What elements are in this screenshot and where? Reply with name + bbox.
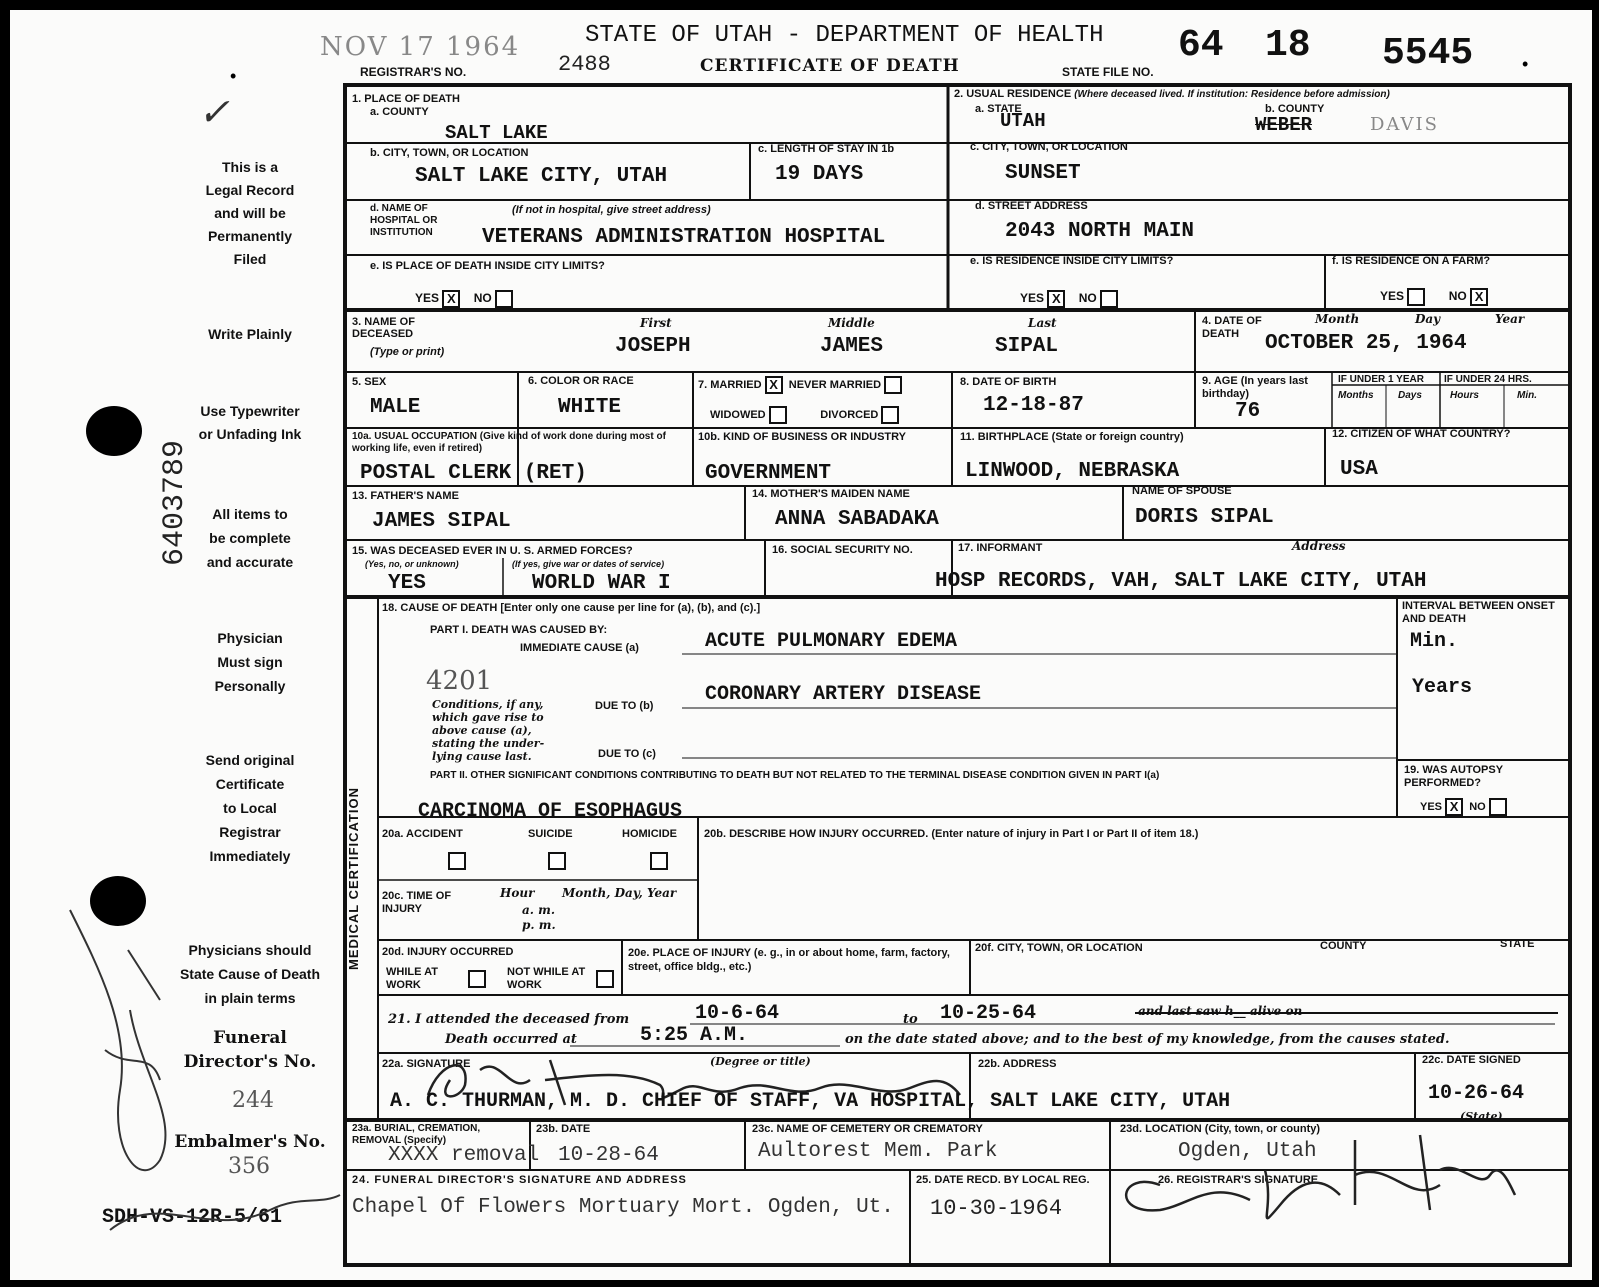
hour-label: Hour xyxy=(500,886,535,900)
sidebar-embalmer: Embalmer's No. xyxy=(174,1132,326,1152)
business-label: 10b. KIND OF BUSINESS OR INDUSTRY xyxy=(698,431,907,443)
sidebar-all-items: All items to be complete and accurate xyxy=(206,506,294,570)
date-received: 10-30-1964 xyxy=(930,1196,1063,1221)
injury-state-label: STATE xyxy=(1500,938,1535,950)
residence-inside-yes-checkbox[interactable]: X xyxy=(1047,290,1065,308)
due-to-c-label: DUE TO (c) xyxy=(598,748,656,760)
burial-date: 10-28-64 xyxy=(558,1144,659,1167)
citizen-label: 12. CITIZEN OF WHAT COUNTRY? xyxy=(1332,428,1511,440)
death-time: 5:25 A.M. xyxy=(640,1024,749,1047)
attended-from: 10-6-64 xyxy=(695,1002,780,1025)
widowed-option: WIDOWED DIVORCED xyxy=(710,406,899,424)
war-service: WORLD WAR I xyxy=(532,572,671,595)
to-label: to xyxy=(903,1012,918,1027)
occupation: POSTAL CLERK (RET) xyxy=(360,462,587,485)
under-24-hrs-label: IF UNDER 24 HRS. xyxy=(1444,374,1532,385)
not-while-at-work-label: NOT WHILE AT WORK xyxy=(507,966,586,991)
age-label: 9. AGE (In years last birthday) xyxy=(1202,375,1308,400)
spouse-label: NAME OF SPOUSE xyxy=(1132,485,1232,497)
birthplace-label: 11. BIRTHPLACE (State or foreign country) xyxy=(960,431,1184,443)
immediate-cause-label: IMMEDIATE CAUSE (a) xyxy=(520,642,639,654)
accident-label: 20a. ACCIDENT xyxy=(382,828,463,840)
farm-no-checkbox[interactable]: X xyxy=(1470,288,1488,306)
farm-label: f. IS RESIDENCE ON A FARM? xyxy=(1332,255,1491,267)
informant-address-label: Address xyxy=(1292,539,1346,553)
street-label: d. STREET ADDRESS xyxy=(975,200,1088,212)
father-name: JAMES SIPAL xyxy=(372,510,511,533)
middle-label: Middle xyxy=(828,316,875,330)
due-to-b-label: DUE TO (b) xyxy=(595,700,654,712)
burial-disposition: XXXX removal xyxy=(388,1144,540,1167)
death-city: SALT LAKE CITY, UTAH xyxy=(415,165,668,188)
part2-label: PART II. OTHER SIGNIFICANT CONDITIONS CONTRIBUTING TO DEATH BUT NOT RELATED TO THE TERMINAL DISEASE CONDITION GIVEN IN PART I(a) xyxy=(430,770,1160,781)
death-certificate xyxy=(10,10,1592,1280)
autopsy-label: 19. WAS AUTOPSY PERFORMED? xyxy=(1404,764,1503,789)
cemetery-label: 23c. NAME OF CEMETERY OR CREMATORY xyxy=(752,1123,983,1135)
suicide-label: SUICIDE xyxy=(528,828,573,840)
struck-last-saw-label: and last saw h__ alive on xyxy=(1138,1004,1303,1018)
serial-number: 6403789 xyxy=(158,439,192,567)
armed-sub-label: (Yes, no, or unknown) xyxy=(365,559,459,569)
degree-label: (Degree or title) xyxy=(710,1055,811,1068)
armed-forces-label: 15. WAS DECEASED EVER IN U. S. ARMED FORCES? xyxy=(352,545,633,557)
date-of-death: OCTOBER 25, 1964 xyxy=(1265,332,1467,355)
deceased-name-sub: (Type or print) xyxy=(370,346,445,358)
burial-state-label: (State) xyxy=(1460,1110,1503,1123)
autopsy-checkboxes: YES X NO xyxy=(1420,798,1507,816)
residence-county: WEBER xyxy=(1255,114,1313,136)
registrar-signature-label: 26. REGISTRAR'S SIGNATURE xyxy=(1158,1174,1319,1186)
cause-of-death-label: 18. CAUSE OF DEATH [Enter only one cause per line for (a), (b), and (c).] xyxy=(382,602,761,614)
under-1-year-label: IF UNDER 1 YEAR xyxy=(1338,374,1424,385)
war-sub-label: (If yes, give war or dates of service) xyxy=(512,559,665,569)
mother-label: 14. MOTHER'S MAIDEN NAME xyxy=(752,488,910,500)
first-name: JOSEPH xyxy=(615,335,691,358)
state-header: STATE OF UTAH - DEPARTMENT OF HEALTH xyxy=(585,22,1104,49)
spouse-name: DORIS SIPAL xyxy=(1135,506,1274,529)
race: WHITE xyxy=(558,396,622,419)
birthplace: LINWOOD, NEBRASKA xyxy=(965,460,1180,483)
part2-value: CARCINOMA OF ESOPHAGUS xyxy=(418,800,683,823)
hospital-note: (If not in hospital, give street address) xyxy=(512,204,711,216)
date-signed: 10-26-64 xyxy=(1428,1082,1525,1105)
day-label: Day xyxy=(1415,312,1441,326)
sex-label: 5. SEX xyxy=(352,376,387,388)
age: 76 xyxy=(1235,400,1261,423)
business: GOVERNMENT xyxy=(705,462,832,485)
residence-state: UTAH xyxy=(1000,110,1046,132)
hospital-label: d. NAME OF HOSPITAL OR INSTITUTION xyxy=(370,203,438,238)
state-file-label: STATE FILE NO. xyxy=(1062,65,1154,79)
death-occurred-label: Death occurred at xyxy=(445,1032,577,1047)
inside-city-label: e. IS PLACE OF DEATH INSIDE CITY LIMITS? xyxy=(370,260,605,272)
hours-label: Hours xyxy=(1450,390,1479,401)
form-number: SDH-VS-12R-5/61 xyxy=(102,1206,283,1229)
sex: MALE xyxy=(370,396,421,419)
registrar-signature xyxy=(10,10,1592,1280)
funeral-director-no: 244 xyxy=(232,1088,274,1113)
sidebar-write-plainly: Write Plainly xyxy=(208,326,292,342)
injury-occurred-label: 20d. INJURY OCCURRED xyxy=(382,946,514,958)
inside-city-yes-checkbox[interactable]: X xyxy=(442,290,460,308)
physician-address-label: 22b. ADDRESS xyxy=(978,1058,1057,1070)
first-label: First xyxy=(640,316,672,330)
residence-label: 2. USUAL RESIDENCE (Where deceased lived. If institution: Residence before admission) xyxy=(954,88,1390,100)
sidebar-physicians-state: Physicians should State Cause of Death in plain terms xyxy=(179,942,321,1006)
burial-location-label: 23d. LOCATION (City, town, or county) xyxy=(1120,1123,1321,1135)
burial-location: Ogden, Utah xyxy=(1178,1140,1317,1163)
death-county: SALT LAKE xyxy=(445,122,548,144)
cause-a: ACUTE PULMONARY EDEMA xyxy=(705,630,958,653)
pm-label: p. m. xyxy=(522,918,556,932)
registrar-no: 2488 xyxy=(558,52,611,77)
time-of-injury-label: 20c. TIME OF INJURY xyxy=(382,890,452,915)
state-file-year: 64 xyxy=(1178,24,1224,67)
signature-label: 22a. SIGNATURE xyxy=(382,1058,471,1070)
cemetery: Aultorest Mem. Park xyxy=(758,1140,998,1163)
date-of-death-label: 4. DATE OF DEATH xyxy=(1202,315,1262,340)
residence-state-label: a. STATE xyxy=(975,103,1022,115)
deceased-name-label: 3. NAME OF DECEASED xyxy=(352,316,415,340)
residence-city: SUNSET xyxy=(1005,162,1081,185)
medical-certification-label: MEDICAL CERTIFICATION xyxy=(346,786,361,970)
injury-city-label: 20f. CITY, TOWN, OR LOCATION xyxy=(975,942,1143,954)
part1-label: PART I. DEATH WAS CAUSED BY: xyxy=(430,624,608,636)
funeral-director-label: 24. FUNERAL DIRECTOR'S SIGNATURE AND ADDRESS xyxy=(352,1174,687,1186)
race-label: 6. COLOR OR RACE xyxy=(528,375,634,387)
death-occurred-statement: on the date stated above; and to the best of my knowledge, from the causes stated. xyxy=(845,1032,1450,1047)
am-label: a. m. xyxy=(522,903,556,917)
interval-label: INTERVAL BETWEEN ONSET AND DEATH xyxy=(1402,600,1555,625)
date-recd-label: 25. DATE RECD. BY LOCAL REG. xyxy=(916,1174,1090,1186)
received-stamp: NOV 17 1964 xyxy=(320,32,521,62)
length-of-stay: 19 DAYS xyxy=(775,163,864,186)
informant: HOSP RECORDS, VAH, SALT LAKE CITY, UTAH xyxy=(935,570,1427,593)
sidebar-funeral-director: Funeral Director's No. xyxy=(183,1028,317,1072)
informant-label: 17. INFORMANT xyxy=(958,542,1043,554)
married-checkbox[interactable]: X xyxy=(765,376,783,394)
mother-name: ANNA SABADAKA xyxy=(775,508,939,531)
dot-mark: • xyxy=(1522,54,1529,74)
residence-city-label: c. CITY, TOWN, OR LOCATION xyxy=(970,141,1128,153)
interval-a: Min. xyxy=(1410,630,1459,653)
hospital-name: VETERANS ADMINISTRATION HOSPITAL xyxy=(482,226,886,249)
residence-inside-checkboxes: YES X NO xyxy=(1020,290,1118,308)
date-of-birth: 12-18-87 xyxy=(983,394,1084,417)
month-day-year-label: Month, Day, Year xyxy=(562,886,677,900)
burial-label: 23a. BURIAL, CREMATION, REMOVAL (Specify) xyxy=(352,1123,481,1146)
inside-city-checkboxes: YES X NO xyxy=(415,290,513,308)
place-of-injury-label: 20e. PLACE OF INJURY (e. g., in or about home, farm, factory, street, office bldg., etc.) xyxy=(628,947,950,973)
conditions-note: Conditions, if any, which gave rise to above cause (a), stating the under- lying cause last. xyxy=(432,698,545,763)
homicide-label: HOMICIDE xyxy=(622,828,677,840)
attended-label: 21. I attended the deceased from xyxy=(388,1012,630,1027)
street-address: 2043 NORTH MAIN xyxy=(1005,220,1195,243)
ssn-label: 16. SOCIAL SECURITY NO. xyxy=(772,544,913,556)
father-label: 13. FATHER'S NAME xyxy=(352,490,459,502)
last-label: Last xyxy=(1028,316,1057,330)
physician-name: A. C. THURMAN, M. D. CHIEF OF STAFF, VA HOSPITAL, SALT LAKE CITY, UTAH xyxy=(390,1090,1231,1113)
registrar-no-label: REGISTRAR'S NO. xyxy=(360,65,467,79)
state-file-number: 5545 xyxy=(1382,32,1474,75)
dot-mark: • xyxy=(230,66,237,86)
days-label: Days xyxy=(1398,390,1422,401)
embalmer-no: 356 xyxy=(228,1154,270,1179)
residence-county-label: b. COUNTY xyxy=(1265,103,1325,115)
sidebar-physician-sign: Physician Must sign Personally xyxy=(214,630,286,694)
while-at-work-label: WHILE AT WORK xyxy=(386,966,438,991)
citizenship: USA xyxy=(1340,458,1378,481)
cause-b: CORONARY ARTERY DISEASE xyxy=(705,683,982,706)
sidebar-typewriter: Use Typewriter or Unfading Ink xyxy=(198,403,302,442)
married-option: 7. MARRIED X NEVER MARRIED xyxy=(698,376,902,394)
dob-label: 8. DATE OF BIRTH xyxy=(960,376,1057,388)
residence-inside-label: e. IS RESIDENCE INSIDE CITY LIMITS? xyxy=(970,255,1174,267)
funeral-director: Chapel Of Flowers Mortuary Mort. Ogden, Ut. xyxy=(352,1196,894,1219)
min-label: Min. xyxy=(1517,390,1537,401)
interval-b: Years xyxy=(1412,676,1473,699)
cause-code: 4201 xyxy=(426,666,493,696)
burial-date-label: 23b. DATE xyxy=(536,1123,591,1135)
armed-forces: YES xyxy=(388,572,426,595)
state-file-district: 18 xyxy=(1265,24,1311,67)
date-signed-label: 22c. DATE SIGNED xyxy=(1422,1054,1521,1066)
certificate-title: CERTIFICATE OF DEATH xyxy=(700,56,960,76)
middle-name: JAMES xyxy=(820,335,884,358)
place-of-death-label: 1. PLACE OF DEATH a. COUNTY xyxy=(352,93,460,118)
attended-to: 10-25-64 xyxy=(940,1002,1037,1025)
death-city-label: b. CITY, TOWN, OR LOCATION xyxy=(370,147,529,159)
injury-description-label: 20b. DESCRIBE HOW INJURY OCCURRED. (Enter nature of injury in Part I or Part II of item 18.) xyxy=(704,828,1199,840)
residence-county-corrected: DAVIS xyxy=(1370,114,1439,135)
month-label: Month xyxy=(1315,312,1360,326)
last-name: SIPAL xyxy=(995,335,1059,358)
injury-county-label: COUNTY xyxy=(1320,940,1367,952)
year-label: Year xyxy=(1495,312,1525,326)
sidebar-send-original: Send original Certificate to Local Registrar Immediately xyxy=(205,752,295,864)
occupation-label: 10a. USUAL OCCUPATION (Give kind of work done during most of working life, even if retired) xyxy=(352,431,666,454)
months-label: Months xyxy=(1338,390,1374,401)
stay-label: c. LENGTH OF STAY IN 1b xyxy=(758,143,895,155)
sidebar-legal-record: This is a Legal Record and will be Permanently Filed xyxy=(205,159,295,267)
farm-checkboxes: YES NO X xyxy=(1380,288,1488,306)
check-mark: ✓ xyxy=(198,90,230,134)
autopsy-yes-checkbox[interactable]: X xyxy=(1445,798,1463,816)
